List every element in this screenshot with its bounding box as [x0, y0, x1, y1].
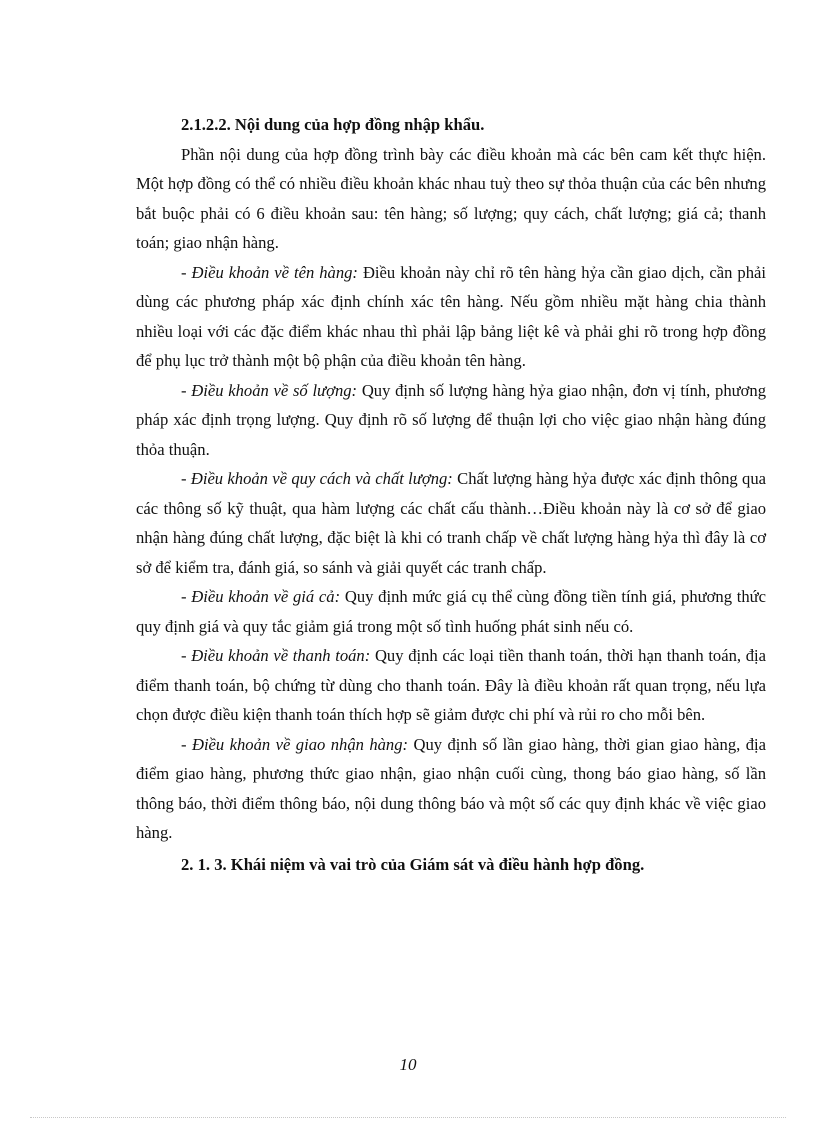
clause-paragraph [136, 641, 766, 730]
section-heading: 2.1.2.2. Nội dung của hợp đồng nhập khẩu. [181, 115, 485, 134]
clause-term: - Điều khoản về giao nhận hàng: [181, 734, 409, 754]
clause-term: - Điều khoản về quy cách và chất lượng: [181, 469, 453, 488]
clause-paragraph [136, 582, 766, 641]
intro-paragraph: Phần nội dung của hợp đồng trình bày các điều khoản mà các bên cam kết thực hiện. Một hợp đồng có thể có nhiều điều khoản khác nhau tuỳ theo sự thỏa thuận của các bên nhưng bắt buộc phải có 6 điều khoản sau: tên hàng; số lượng; quy cách, chất lượng; giá cả; thanh toán; giao nhận hàng. [136, 144, 766, 252]
clause-term: - Điều khoản về tên hàng: [181, 262, 358, 282]
subsection-heading: 2. 1. 3. Khái niệm và vai trò của Giám sát và điều hành hợp đồng. [181, 854, 645, 874]
clause-term: - Điều khoản về thanh toán: [181, 646, 371, 665]
clause-paragraph [136, 258, 766, 376]
page-number: 10 [399, 1055, 417, 1074]
clause-text: Quy định các loại tiền thanh toán, thời hạn thanh toán, địa điểm thanh toán, bộ chứng từ dùng cho thanh toán. Đây là điều khoản rất quan trọng, nếu lựa chọn được điều kiện thanh toán thích hợp sẽ giảm được chi phí và rủi ro cho mỗi bên. [136, 646, 766, 724]
clause-text: Quy định số lượng hàng hỷa giao nhận, đơn vị tính, phương pháp xác định trọng lượng. Quy định rõ số lượng để thuận lợi cho việc giao nhận hàng đúng thỏa thuận. [136, 380, 766, 459]
clause-term: - Điều khoản về giá cả: [181, 587, 341, 606]
clause-paragraph [136, 376, 766, 465]
page-divider [30, 1117, 786, 1118]
clause-text: Điều khoản này chỉ rõ tên hàng hỷa cần giao dịch, cần phải dùng các phương pháp xác định chính xác tên hàng. Nếu gồm nhiều mặt hàng chia thành nhiều loại với các đặc điểm khác nhau thì phải lập bảng liệt kê và phải ghi rõ trong hợp đồng để phụ lục trở thành một bộ phận của điều khoản tên hàng. [136, 262, 766, 370]
clause-term: - Điều khoản về số lượng: [181, 380, 358, 400]
clause-paragraph [136, 730, 766, 848]
clause-text: Quy định mức giá cụ thể cùng đồng tiền tính giá, phương thức quy định giá và quy tắc giảm giá trong một số tình huống phát sinh nếu có. [136, 587, 766, 636]
clause-paragraph [136, 464, 766, 582]
clause-text: Quy định số lần giao hàng, thời gian giao hàng, địa điểm giao hàng, phương thức giao nhận, giao nhận cuối cùng, thong báo giao hàng, số lần thông báo, thời điểm thông báo, nội dung thông báo và một số các quy định khác về việc giao hàng. [136, 734, 766, 842]
page-content [136, 110, 766, 879]
clause-text: Chất lượng hàng hỷa được xác định thông qua các thông số kỹ thuật, qua hàm lượng các chất cấu thành…Điều khoản này là cơ sở để giao nhận hàng đúng chất lượng, đặc biệt là khi có tranh chấp về chất lượng hàng hỷa thì đây là cơ sở để kiểm tra, đánh giá, so sánh và giải quyết các tranh chấp. [136, 469, 766, 577]
